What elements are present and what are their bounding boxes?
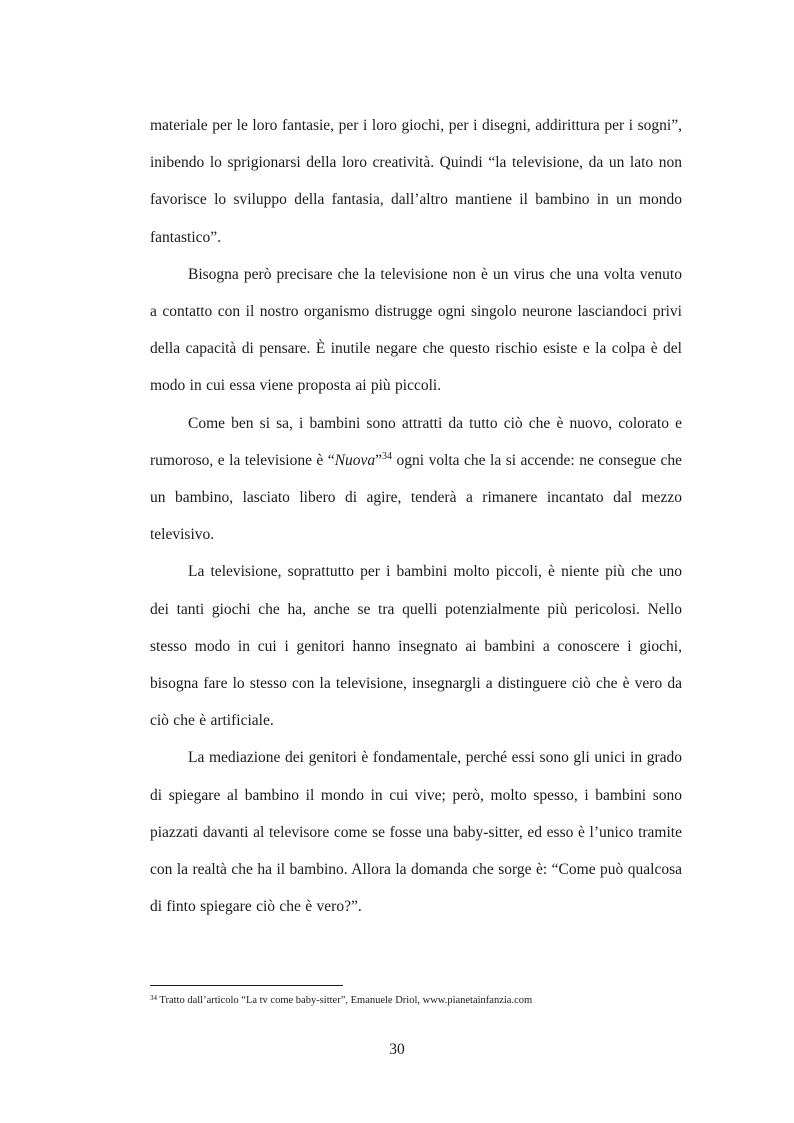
paragraph-novelty-after: ogni volta che la si accende: ne consegue che un bambino, lasciato libero di agire, tenderà a rimanere incantato dal mezzo televisivo. [150,451,682,544]
paragraph-novelty [150,405,682,554]
footnote [150,994,690,1008]
footnote-reference[interactable]: 34 [382,450,393,462]
paragraph-novelty-before: Come ben si sa, i bambini sono attratti da tutto ciò che è nuovo, colorato e rumoroso, e la televisione è “ [150,414,682,469]
page-number: 30 [389,1041,405,1058]
paragraph-game: La televisione, soprattutto per i bambini molto piccoli, è niente più che uno dei tanti giochi che ha, anche se tra quelli potenzialmente più pericolosi. Nello stesso modo in cui i genitori hanno insegnato ai bambini a conoscere i giochi, bisogna fare lo stesso con la televisione, insegnargli a distinguere ciò che è vero da ciò che è artificiale. [150,563,682,730]
emphasis-nuova: Nuova [334,451,376,469]
paragraph-virus: Bisogna però precisare che la televisione non è un virus che una volta venuto a contatto con il nostro organismo distrugge ogni singolo neurone lasciandoci privi della capacità di pensare. È inutile negare che questo rischio esiste e la colpa è del modo in cui essa viene proposta ai più piccoli. [150,265,682,395]
footnote-text: Tratto dall’articolo “La tv come baby-sitter”, Emanuele Driol, www.pianetainfanzia.com [157,995,533,1006]
body-text [150,107,682,925]
footnote-number: 34 [150,994,157,1002]
paragraph-mediation: La mediazione dei genitori è fondamentale, perché essi sono gli unici in grado di spiegare al bambino il mondo in cui vive; però, molto spesso, i bambini sono piazzati davanti al televisore come se fosse una baby-sitter, ed esso è l’unico tramite con la realtà che ha il bambino. Allora la domanda che sorge è: “Come può qualcosa di finto spiegare ciò che è vero?”. [150,749,682,916]
closing-quote: ” [375,451,383,469]
paragraph-continuation: materiale per le loro fantasie, per i loro giochi, per i disegni, addirittura per i sogni”, inibendo lo sprigionarsi della loro creatività. Quindi “la televisione, da un lato non favorisce lo sviluppo della fantasia, dall’altro mantiene il bambino in un mondo fantastico”. [150,117,682,246]
footnote-separator [150,985,343,986]
